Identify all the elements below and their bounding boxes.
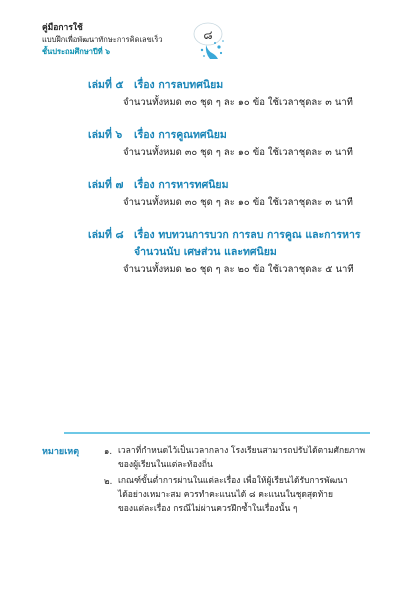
manual-title: คู่มือการใช้ — [42, 23, 83, 33]
book-title: เรื่อง การหารทศนิยม — [134, 179, 229, 191]
note-line: ของผู้เรียนในแต่ละท้องถิ่น — [118, 460, 213, 470]
note-number: ๑. — [104, 447, 113, 457]
book-number: เล่มที่ ๗ — [88, 179, 124, 191]
book-title: เรื่อง การคูณทศนิยม — [134, 129, 227, 141]
note-line: เวลาที่กำหนดไว้เป็นเวลากลาง โรงเรียนสามารถปรับได้ตามศักยภาพ — [118, 446, 366, 456]
note-line: ได้อย่างเหมาะสม ควรทำคะแนนได้ ๘ คะแนนในชุดสุดท้าย — [118, 490, 333, 500]
book-number: เล่มที่ ๘ — [88, 229, 124, 241]
section-divider — [64, 432, 370, 434]
book-entry — [88, 177, 378, 211]
book-heading — [88, 177, 378, 194]
book-entry — [88, 77, 378, 111]
note-item — [104, 474, 374, 516]
book-title: เรื่อง การลบทศนิยม — [134, 79, 224, 91]
book-heading — [88, 127, 378, 144]
book-detail: จำนวนทั้งหมด ๒๐ ชุด ๆ ละ ๒๐ ข้อ ใช้เวลาชุดละ ๕ นาที — [123, 264, 354, 275]
book-entry — [88, 127, 378, 161]
note-line: ของแต่ละเรื่อง กรณีไม่ผ่านควรฝึกซ้ำในเรื่องนั้น ๆ — [118, 504, 298, 514]
note-item — [104, 444, 374, 472]
exercise-title: แบบฝึกเพื่อพัฒนาทักษะการคิดเลขเร็ว — [42, 35, 163, 44]
book-number: เล่มที่ ๕ — [88, 79, 124, 91]
note-line: เกณฑ์ขั้นต่ำการผ่านในแต่ละเรื่อง เพื่อให้ผู้เรียนได้รับการพัฒนา — [118, 476, 348, 486]
book-detail: จำนวนทั้งหมด ๓๐ ชุด ๆ ละ ๑๐ ข้อ ใช้เวลาชุดละ ๓ นาที — [123, 197, 353, 208]
grade-level: ชั้นประถมศึกษาปีที่ ๖ — [42, 47, 111, 56]
book-entry — [88, 227, 378, 278]
notes-label: หมายเหตุ — [42, 447, 80, 457]
book-heading — [88, 227, 378, 244]
book-title-continued: จำนวนนับ เศษส่วน และทศนิยม — [134, 246, 277, 258]
book-detail: จำนวนทั้งหมด ๓๐ ชุด ๆ ละ ๑๐ ข้อ ใช้เวลาชุดละ ๓ นาที — [123, 97, 353, 108]
book-number: เล่มที่ ๖ — [88, 129, 123, 141]
page-number: ๘ — [203, 28, 213, 42]
book-heading — [88, 77, 378, 94]
book-title: เรื่อง ทบทวนการบวก การลบ การคูณ และการหาร — [134, 229, 361, 241]
note-number: ๒. — [104, 477, 113, 487]
book-detail: จำนวนทั้งหมด ๓๐ ชุด ๆ ละ ๑๐ ข้อ ใช้เวลาชุดละ ๓ นาที — [123, 147, 353, 158]
